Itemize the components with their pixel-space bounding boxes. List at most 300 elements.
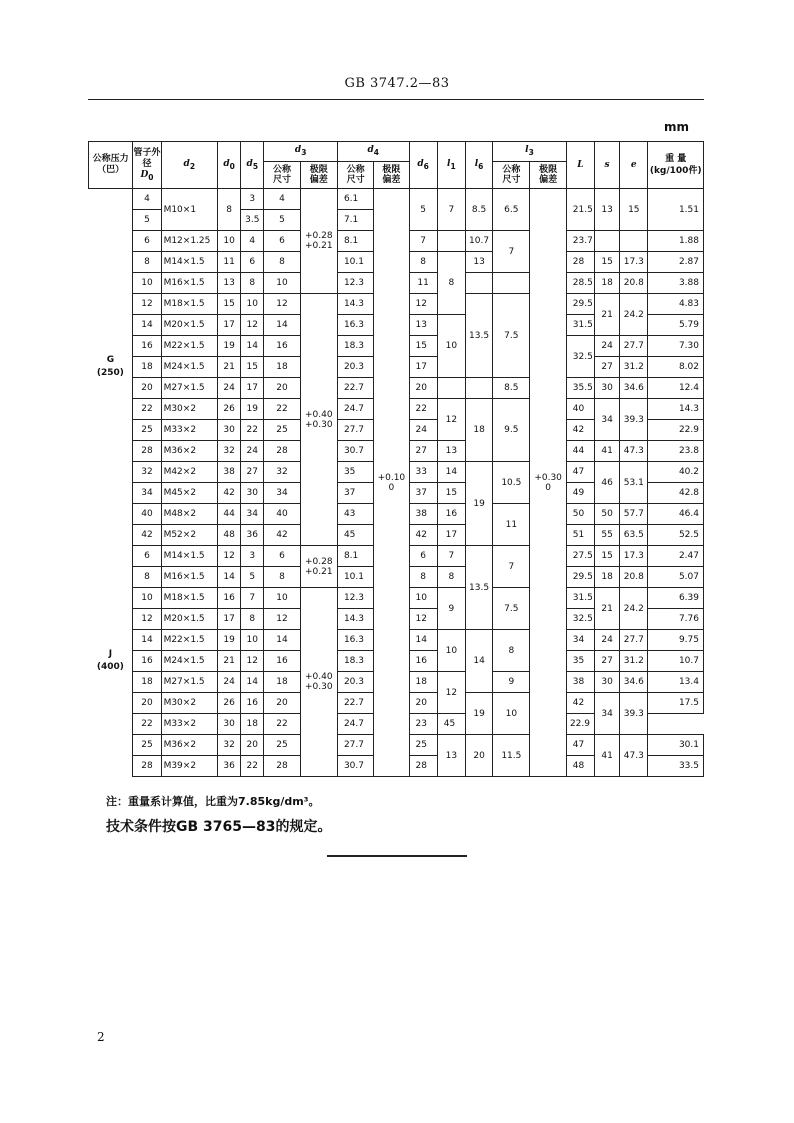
- cell: 25: [264, 735, 300, 756]
- cell: 6: [264, 231, 300, 252]
- tech-note: 技术条件按GB 3765—83的规定。: [106, 819, 332, 835]
- cell: 9: [437, 588, 465, 630]
- cell: 34.6: [620, 378, 648, 399]
- cell: 22.9: [648, 420, 704, 441]
- cell: 27: [595, 651, 620, 672]
- cell: 47.3: [620, 735, 648, 777]
- cell: 26: [218, 693, 241, 714]
- cell: 30: [218, 420, 241, 441]
- cell: 17.5: [648, 693, 704, 714]
- col-l3: [493, 142, 567, 162]
- col-e: [620, 142, 648, 189]
- cell: 19: [465, 462, 492, 546]
- col-l1-sub: 1: [450, 161, 456, 171]
- cell: 48: [218, 525, 241, 546]
- cell: 18.3: [337, 651, 373, 672]
- group-j-pressure: (400): [96, 662, 124, 672]
- cell: 30.7: [337, 441, 373, 462]
- cell: 12: [409, 294, 437, 315]
- col-weight-unit: (kg/100件): [649, 166, 702, 176]
- cell: M33×2: [161, 420, 217, 441]
- cell: 8: [241, 273, 264, 294]
- cell: 48: [566, 756, 594, 777]
- cell: M12×1.25: [161, 231, 217, 252]
- cell: 30: [595, 672, 620, 693]
- cell: 34: [133, 483, 161, 504]
- cell: M30×2: [161, 399, 217, 420]
- cell: 14: [241, 672, 264, 693]
- end-rule: [327, 855, 467, 857]
- cell: 13: [437, 441, 465, 462]
- cell: 23: [409, 714, 437, 735]
- cell: 23.8: [648, 441, 704, 462]
- cell: M45×2: [161, 483, 217, 504]
- cell: 6.5: [493, 189, 530, 231]
- cell: 20: [133, 378, 161, 399]
- col-L-sym: L: [577, 160, 584, 170]
- cell: 8: [264, 567, 300, 588]
- cell: M18×1.5: [161, 294, 217, 315]
- cell: 21: [218, 357, 241, 378]
- cell: 16: [218, 588, 241, 609]
- table-row: [89, 189, 704, 210]
- cell: 40: [264, 504, 300, 525]
- cell: 18: [133, 672, 161, 693]
- cell: 25: [409, 735, 437, 756]
- cell: M16×1.5: [161, 273, 217, 294]
- cell: 20: [264, 378, 300, 399]
- cell: 22: [133, 399, 161, 420]
- cell: M27×1.5: [161, 672, 217, 693]
- col-d5: [241, 142, 264, 189]
- cell: 47: [566, 462, 594, 483]
- cell: 47: [566, 735, 594, 756]
- cell: 24.2: [620, 588, 648, 630]
- cell: 16.3: [337, 630, 373, 651]
- cell: 5: [133, 210, 161, 231]
- group-g-pressure: (250): [96, 368, 124, 379]
- cell: 12: [133, 294, 161, 315]
- cell: 12: [264, 609, 300, 630]
- cell: 10.5: [493, 462, 530, 504]
- cell: 33.5: [648, 756, 704, 777]
- col-s-sym: s: [604, 160, 610, 170]
- tol-cell: +0.10 0: [374, 189, 409, 777]
- cell: 28: [566, 252, 594, 273]
- cell: 15: [620, 189, 648, 231]
- cell: 8.5: [493, 378, 530, 399]
- cell: 7: [437, 189, 465, 231]
- cell: 20: [465, 735, 492, 777]
- cell: M39×2: [161, 756, 217, 777]
- cell: 9.75: [648, 630, 704, 651]
- cell: 12.3: [337, 273, 373, 294]
- col-pipe-od: [133, 142, 161, 189]
- cell: 25: [133, 420, 161, 441]
- col-d4-sym: d: [367, 145, 374, 156]
- cell: 8.1: [337, 546, 373, 567]
- col-d5-sym: d: [246, 158, 253, 169]
- cell: M33×2: [161, 714, 217, 735]
- cell: 27.5: [566, 546, 594, 567]
- cell: 40: [566, 399, 594, 420]
- cell: 25: [133, 735, 161, 756]
- cell: 12: [264, 294, 300, 315]
- cell: M10×1: [161, 189, 217, 231]
- tol-cell: +0.40 +0.30: [300, 294, 337, 546]
- cell: 4: [133, 189, 161, 210]
- cell: 63.5: [620, 525, 648, 546]
- cell: M42×2: [161, 462, 217, 483]
- cell: 42: [566, 693, 594, 714]
- cell: M14×1.5: [161, 252, 217, 273]
- col-d4-nominal: 公称尺寸: [337, 162, 373, 189]
- cell: 24.2: [620, 294, 648, 336]
- cell: 43: [337, 504, 373, 525]
- cell: 28.5: [566, 273, 594, 294]
- cell: 22: [409, 399, 437, 420]
- group-j: [89, 546, 133, 777]
- cell: 12: [241, 651, 264, 672]
- col-d4-tolerance: 极限偏差: [374, 162, 409, 189]
- cell: 8: [409, 252, 437, 273]
- cell: 39.3: [620, 399, 648, 441]
- cell: 24.7: [337, 714, 373, 735]
- cell: 2.47: [648, 546, 704, 567]
- cell: 17: [437, 525, 465, 546]
- cell: 14.3: [337, 294, 373, 315]
- cell: 18: [241, 714, 264, 735]
- col-d6-sym: d: [417, 158, 424, 169]
- col-weight-label: 重 量: [665, 154, 687, 164]
- cell: 4.83: [648, 294, 704, 315]
- cell: 31.5: [566, 315, 594, 336]
- cell: 7: [409, 231, 437, 252]
- cell: 22: [264, 399, 300, 420]
- cell: 50: [566, 504, 594, 525]
- cell: 1.51: [648, 189, 704, 231]
- cell: 13: [409, 315, 437, 336]
- cell: 51: [566, 525, 594, 546]
- col-d3-sym: d: [294, 145, 302, 156]
- cell: 21: [218, 651, 241, 672]
- col-pipe-od-sym: D: [140, 169, 149, 180]
- cell: 9: [493, 672, 530, 693]
- cell: 10.7: [465, 231, 492, 252]
- spec-table: [88, 141, 704, 777]
- cell: 14: [264, 315, 300, 336]
- cell: 28: [264, 441, 300, 462]
- cell: 10: [437, 630, 465, 672]
- col-d6-sub: 6: [423, 161, 429, 171]
- cell: 30.1: [648, 735, 704, 756]
- cell: 32: [218, 441, 241, 462]
- cell: M27×1.5: [161, 378, 217, 399]
- cell: 42: [218, 483, 241, 504]
- cell: [493, 273, 530, 294]
- col-d3-tolerance: 极限偏差: [300, 162, 337, 189]
- cell: 17: [241, 378, 264, 399]
- cell: 20: [409, 693, 437, 714]
- cell: 37: [409, 483, 437, 504]
- cell: 24: [409, 420, 437, 441]
- cell: 12.3: [337, 588, 373, 609]
- cell: 11: [493, 504, 530, 546]
- cell: 27: [409, 441, 437, 462]
- col-l3-sub: 3: [528, 147, 534, 157]
- cell: 6.1: [337, 189, 373, 210]
- page-number: 2: [97, 1030, 105, 1044]
- col-l6-sym: l: [474, 158, 479, 169]
- cell: M36×2: [161, 441, 217, 462]
- cell: 17: [218, 315, 241, 336]
- cell: 20: [241, 735, 264, 756]
- cell: M24×1.5: [161, 651, 217, 672]
- cell: 30: [218, 714, 241, 735]
- group-g: [89, 189, 133, 546]
- cell: 16: [241, 693, 264, 714]
- cell: [620, 231, 648, 252]
- cell: 18: [595, 273, 620, 294]
- cell: 20.3: [337, 672, 373, 693]
- cell: 10: [218, 231, 241, 252]
- cell: M48×2: [161, 504, 217, 525]
- col-d6: [409, 142, 437, 189]
- cell: 8: [437, 567, 465, 588]
- cell: M20×1.5: [161, 609, 217, 630]
- cell: 8.5: [465, 189, 492, 231]
- cell: 27: [241, 462, 264, 483]
- cell: 13: [465, 252, 492, 273]
- cell: 8: [493, 630, 530, 672]
- cell: 20: [409, 378, 437, 399]
- cell: 34.6: [620, 672, 648, 693]
- cell: 16: [264, 651, 300, 672]
- col-l3-sym: l: [525, 145, 529, 156]
- cell: 18: [465, 399, 492, 462]
- col-weight: [648, 142, 704, 189]
- cell: 18: [264, 672, 300, 693]
- cell: [437, 231, 465, 252]
- cell: 16: [264, 336, 300, 357]
- cell: M16×1.5: [161, 567, 217, 588]
- cell: 8: [133, 252, 161, 273]
- cell: 10: [241, 294, 264, 315]
- cell: 16.3: [337, 315, 373, 336]
- cell: 19: [218, 336, 241, 357]
- cell: 8: [409, 567, 437, 588]
- cell: 20: [133, 693, 161, 714]
- cell: 24: [595, 336, 620, 357]
- cell: M24×1.5: [161, 357, 217, 378]
- cell: 16: [133, 651, 161, 672]
- col-d2-sym: d: [183, 158, 190, 169]
- cell: 41: [595, 735, 620, 777]
- cell: 31.2: [620, 357, 648, 378]
- tol-cell: +0.30 0: [530, 189, 566, 777]
- col-d2-sub: 2: [189, 161, 196, 171]
- cell: 6: [264, 546, 300, 567]
- cell: 21.5: [566, 189, 594, 231]
- cell: 32: [218, 735, 241, 756]
- cell: 24: [595, 630, 620, 651]
- cell: 25: [264, 420, 300, 441]
- cell: 6: [409, 546, 437, 567]
- cell: 31.5: [566, 588, 594, 609]
- cell: M18×1.5: [161, 588, 217, 609]
- col-l6: [465, 142, 492, 189]
- cell: 28: [409, 756, 437, 777]
- cell: 6: [133, 231, 161, 252]
- cell: 4: [241, 231, 264, 252]
- col-d4: [337, 142, 409, 162]
- cell: 16: [437, 504, 465, 525]
- cell: 10: [241, 630, 264, 651]
- cell: 8: [241, 609, 264, 630]
- cell: 18: [595, 567, 620, 588]
- cell: 13: [437, 735, 465, 777]
- cell: 20.8: [620, 567, 648, 588]
- cell: 14: [437, 462, 465, 483]
- col-d2: [161, 142, 217, 189]
- cell: 14.3: [648, 399, 704, 420]
- group-j-name: J: [108, 649, 113, 659]
- col-d3: [264, 142, 338, 162]
- cell: [595, 231, 620, 252]
- cell: 35.5: [566, 378, 594, 399]
- cell: 24.7: [337, 399, 373, 420]
- cell: 22: [241, 420, 264, 441]
- cell: 28: [133, 756, 161, 777]
- cell: 26: [218, 399, 241, 420]
- cell: 17: [218, 609, 241, 630]
- cell: 17: [409, 357, 437, 378]
- cell: 44: [218, 504, 241, 525]
- cell: 34: [595, 693, 620, 735]
- cell: 1.88: [648, 231, 704, 252]
- cell: 17.3: [620, 252, 648, 273]
- cell: M30×2: [161, 693, 217, 714]
- cell: M20×1.5: [161, 315, 217, 336]
- cell: 10.7: [648, 651, 704, 672]
- header-rule: [88, 99, 704, 100]
- col-l3-nominal: 公称尺寸: [493, 162, 530, 189]
- cell: 7: [241, 588, 264, 609]
- cell: 30: [241, 483, 264, 504]
- cell: 19: [465, 693, 492, 735]
- cell: 12: [218, 546, 241, 567]
- cell: 15: [595, 546, 620, 567]
- col-l1: [437, 142, 465, 189]
- col-d3-nominal: 公称尺寸: [264, 162, 300, 189]
- cell: 42: [409, 525, 437, 546]
- col-d4-sub: 4: [373, 147, 379, 157]
- cell: 7.30: [648, 336, 704, 357]
- col-s: [595, 142, 620, 189]
- cell: 7: [493, 231, 530, 273]
- cell: 20.8: [620, 273, 648, 294]
- cell: 8: [218, 189, 241, 231]
- col-pressure: 公称压力（巴）: [89, 142, 133, 189]
- cell: 22: [133, 714, 161, 735]
- cell: 10.1: [337, 252, 373, 273]
- cell: M22×1.5: [161, 630, 217, 651]
- col-l6-sub: 6: [478, 161, 484, 171]
- cell: 13: [595, 189, 620, 231]
- cell: 39.3: [620, 693, 648, 735]
- cell: 14.3: [337, 609, 373, 630]
- cell: 27.7: [620, 630, 648, 651]
- cell: 32: [264, 462, 300, 483]
- cell: 12.4: [648, 378, 704, 399]
- col-l1-sym: l: [447, 158, 451, 169]
- cell: 6.39: [648, 588, 704, 609]
- cell: 5.79: [648, 315, 704, 336]
- cell: 7: [493, 546, 530, 588]
- footnote: 注：重量系计算值，比重为7.85kg/dm³。: [106, 795, 320, 808]
- cell: 5.07: [648, 567, 704, 588]
- cell: 27.7: [337, 420, 373, 441]
- cell: 27.7: [337, 735, 373, 756]
- cell: 8: [437, 252, 465, 315]
- group-g-name: G: [106, 355, 115, 366]
- cell: 12: [241, 315, 264, 336]
- cell: 38: [566, 672, 594, 693]
- cell: 32.5: [566, 609, 594, 630]
- cell: 7.5: [493, 294, 530, 378]
- cell: 24: [241, 441, 264, 462]
- cell: 33: [409, 462, 437, 483]
- cell: 10: [493, 693, 530, 735]
- cell: 28: [133, 441, 161, 462]
- cell: 42: [133, 525, 161, 546]
- cell: 6: [241, 252, 264, 273]
- cell: 5: [409, 189, 437, 231]
- cell: 57.7: [620, 504, 648, 525]
- cell: 4: [264, 189, 300, 210]
- cell: 35: [337, 462, 373, 483]
- col-d0-sub: 0: [229, 161, 235, 171]
- cell: 18.3: [337, 336, 373, 357]
- cell: 15: [595, 252, 620, 273]
- cell: 14: [465, 630, 492, 693]
- cell: 8: [133, 567, 161, 588]
- cell: 27: [595, 357, 620, 378]
- cell: 47.3: [620, 441, 648, 462]
- cell: 10: [133, 273, 161, 294]
- cell: M22×1.5: [161, 336, 217, 357]
- cell: 21: [595, 588, 620, 630]
- cell: 6: [133, 546, 161, 567]
- cell: 22.7: [337, 693, 373, 714]
- col-pipe-od-label: 管子外径: [133, 147, 161, 169]
- cell: 40.2: [648, 462, 704, 483]
- unit-label: mm: [664, 120, 690, 134]
- cell: 37: [337, 483, 373, 504]
- cell: 46.4: [648, 504, 704, 525]
- cell: 46: [595, 462, 620, 504]
- cell: 22.7: [337, 378, 373, 399]
- col-d0: [218, 142, 241, 189]
- cell: M52×2: [161, 525, 217, 546]
- cell: 8: [264, 252, 300, 273]
- cell: 34: [595, 399, 620, 441]
- cell: 17.3: [620, 546, 648, 567]
- cell: 44: [566, 441, 594, 462]
- cell: 12: [437, 672, 465, 714]
- cell: 38: [218, 462, 241, 483]
- cell: 34: [264, 483, 300, 504]
